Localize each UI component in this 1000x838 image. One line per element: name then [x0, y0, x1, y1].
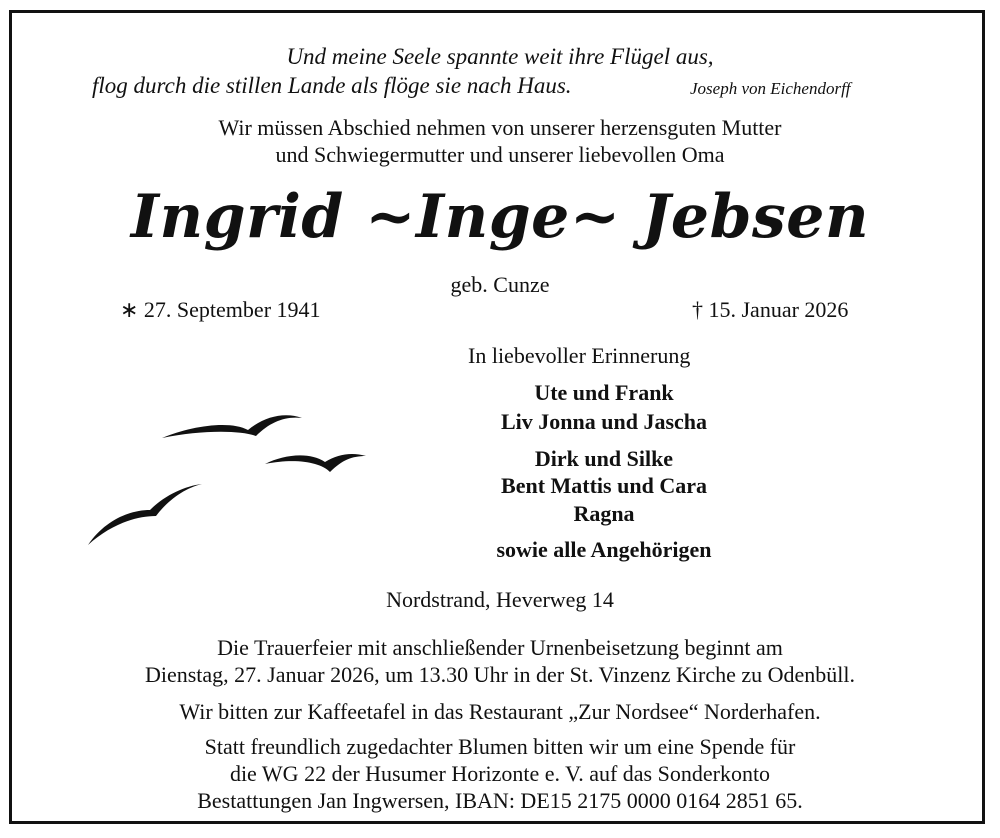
intro-line-1: Wir müssen Abschied nehmen von unserer herzensguten Mutter	[218, 115, 782, 140]
mourner-6: sowie alle Angehörigen	[496, 537, 712, 562]
mourners-heading: In liebevoller Erinnerung	[468, 343, 691, 368]
mourner-2: Liv Jonna und Jascha	[500, 409, 708, 434]
coffee-note: Wir bitten zur Kaffeetafel in das Restaurant „Zur Nordsee“ Norderhafen.	[179, 699, 821, 724]
donation-line-3: Bestattungen Jan Ingwersen, IBAN: DE15 2175 0000 0164 2851 65.	[197, 788, 803, 813]
donation-line-2: die WG 22 der Husumer Horizonte e. V. auf das Sonderkonto	[229, 761, 771, 786]
maiden-name: geb. Cunze	[450, 272, 550, 297]
mourner-4: Bent Mattis und Cara	[501, 473, 707, 498]
mourner-3: Dirk und Silke	[534, 446, 674, 471]
bird-icon	[88, 484, 202, 545]
death-date: † 15. Januar 2026	[692, 297, 849, 322]
birth-date: ∗ 27. September 1941	[120, 297, 321, 322]
bird-icon	[265, 454, 366, 472]
address: Nordstrand, Heverweg 14	[386, 587, 614, 612]
deceased-name: Ingrid ~Inge~ Jebsen	[130, 182, 870, 252]
mourner-1: Ute und Frank	[534, 380, 674, 405]
poem-line-1: Und meine Seele spannte weit ihre Flügel aus,	[286, 44, 714, 69]
bird-icon	[162, 415, 302, 438]
poem-author: Joseph von Eichendorff	[690, 79, 851, 98]
poem-line-2: flog durch die stillen Lande als flöge sie nach Haus.	[92, 73, 572, 98]
birds-illustration	[80, 400, 380, 550]
ceremony-line-2: Dienstag, 27. Januar 2026, um 13.30 Uhr in der St. Vinzenz Kirche zu Odenbüll.	[144, 662, 856, 687]
intro-line-2: und Schwiegermutter und unserer liebevollen Oma	[275, 142, 725, 167]
mourner-5: Ragna	[573, 501, 635, 526]
donation-line-1: Statt freundlich zugedachter Blumen bitten wir um eine Spende für	[204, 734, 796, 759]
ceremony-line-1: Die Trauerfeier mit anschließender Urnenbeisetzung beginnt am	[217, 635, 783, 660]
